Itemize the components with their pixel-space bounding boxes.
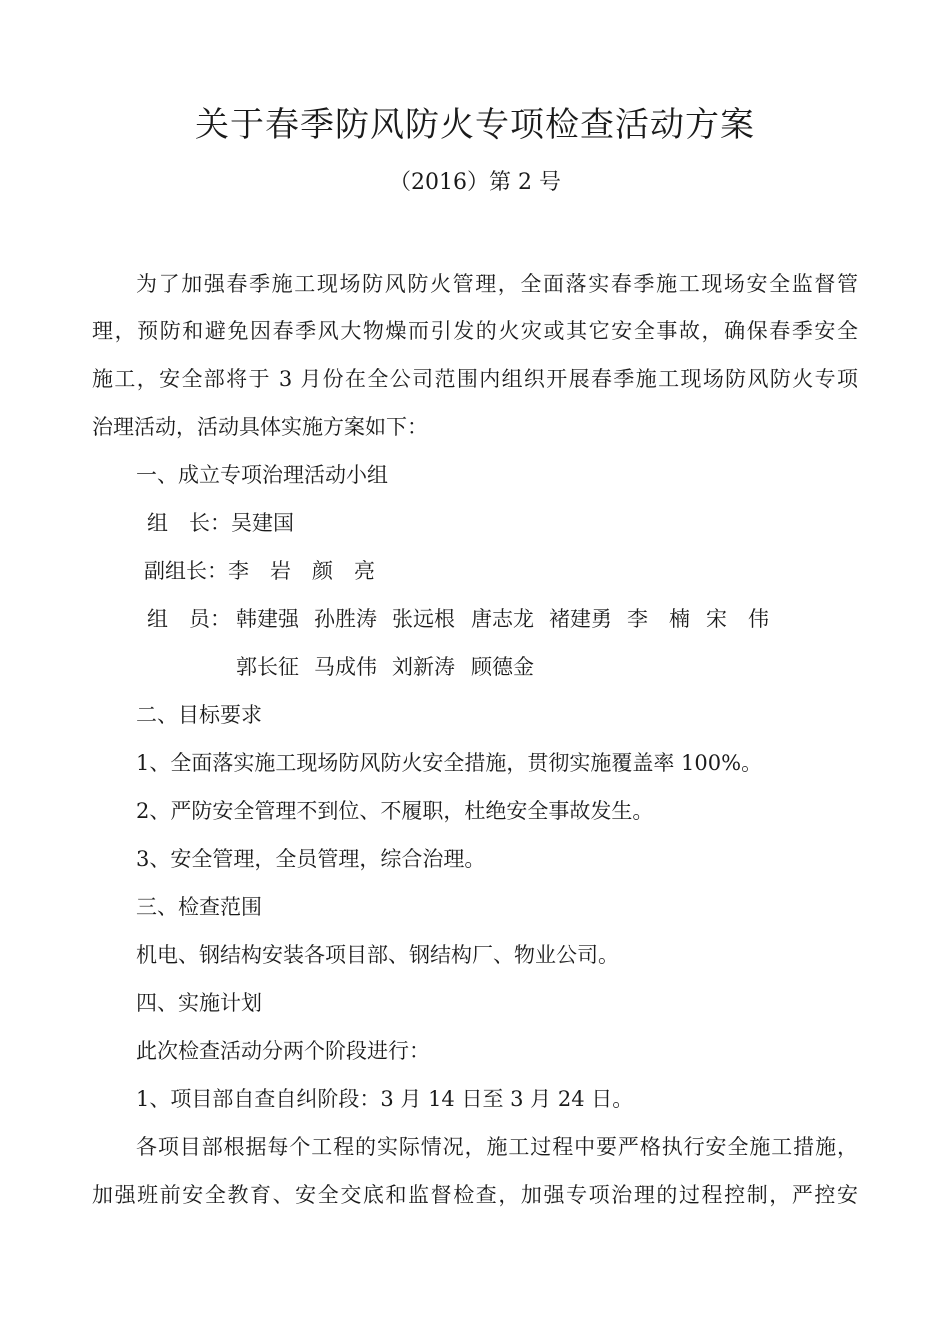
- section2-heading: 二、目标要求: [136, 703, 262, 727]
- deputy-row: [144, 554, 375, 588]
- intro-line-1: 为了加强春季施工现场防风防火管理，全面落实春季施工现场安全监督管: [136, 272, 858, 296]
- goal-item-3: 3、安全管理，全员管理，综合治理。: [136, 847, 486, 871]
- member-name: 刘新涛: [392, 655, 455, 679]
- member-name: 唐志龙: [471, 607, 534, 631]
- member-name: 李 楠: [627, 607, 690, 631]
- leader-label: 组 长：: [147, 511, 231, 535]
- section1-heading: 一、成立专项治理活动小组: [136, 463, 388, 487]
- goal-item-2: 2、严防安全管理不到位、不履职，杜绝安全事故发生。: [136, 799, 654, 823]
- member-name: 褚建勇: [549, 607, 612, 631]
- section3-heading: 三、检查范围: [136, 895, 262, 919]
- member-name: 孙胜涛: [314, 607, 377, 631]
- goal-item-1: 1、全面落实施工现场防风防火安全措施，贯彻实施覆盖率 100%。: [136, 751, 763, 775]
- document-title: 关于春季防风防火专项检查活动方案: [195, 105, 755, 145]
- leader-name: 吴建国: [231, 511, 294, 535]
- plan-intro: 此次检查活动分两个阶段进行：: [136, 1039, 430, 1063]
- intro-line-3: 施工，安全部将于 3 月份在全公司范围内组织开展春季施工现场防风防火专项: [92, 367, 858, 391]
- leader-row: [147, 506, 294, 540]
- phase1-heading: 1、项目部自查自纠阶段：3 月 14 日至 3 月 24 日。: [136, 1087, 634, 1111]
- member-name: 张远根: [392, 607, 455, 631]
- phase1-line-1: 各项目部根据每个工程的实际情况，施工过程中要严格执行安全施工措施，: [136, 1135, 858, 1159]
- section4-heading: 四、实施计划: [136, 991, 262, 1015]
- member-name: 宋 伟: [706, 607, 769, 631]
- member-name: 郭长征: [236, 655, 299, 679]
- member-name: 马成伟: [314, 655, 377, 679]
- phase1-line-2: 加强班前安全教育、安全交底和监督检查，加强专项治理的过程控制，严控安: [92, 1183, 858, 1207]
- deputy-label: 副组长：: [144, 559, 228, 583]
- deputy-names: 李 岩 颜 亮: [228, 559, 375, 583]
- member-name: 顾德金: [471, 655, 534, 679]
- members-label: 组 员：: [147, 607, 231, 631]
- intro-line-2: 理，预防和避免因春季风大物燥而引发的火灾或其它安全事故，确保春季安全: [92, 319, 858, 343]
- intro-line-4: 治理活动，活动具体实施方案如下：: [92, 415, 428, 439]
- document-number: （2016）第 2 号: [389, 170, 561, 195]
- member-name: 韩建强: [236, 607, 299, 631]
- scope-text: 机电、钢结构安装各项目部、钢结构厂、物业公司。: [136, 943, 619, 967]
